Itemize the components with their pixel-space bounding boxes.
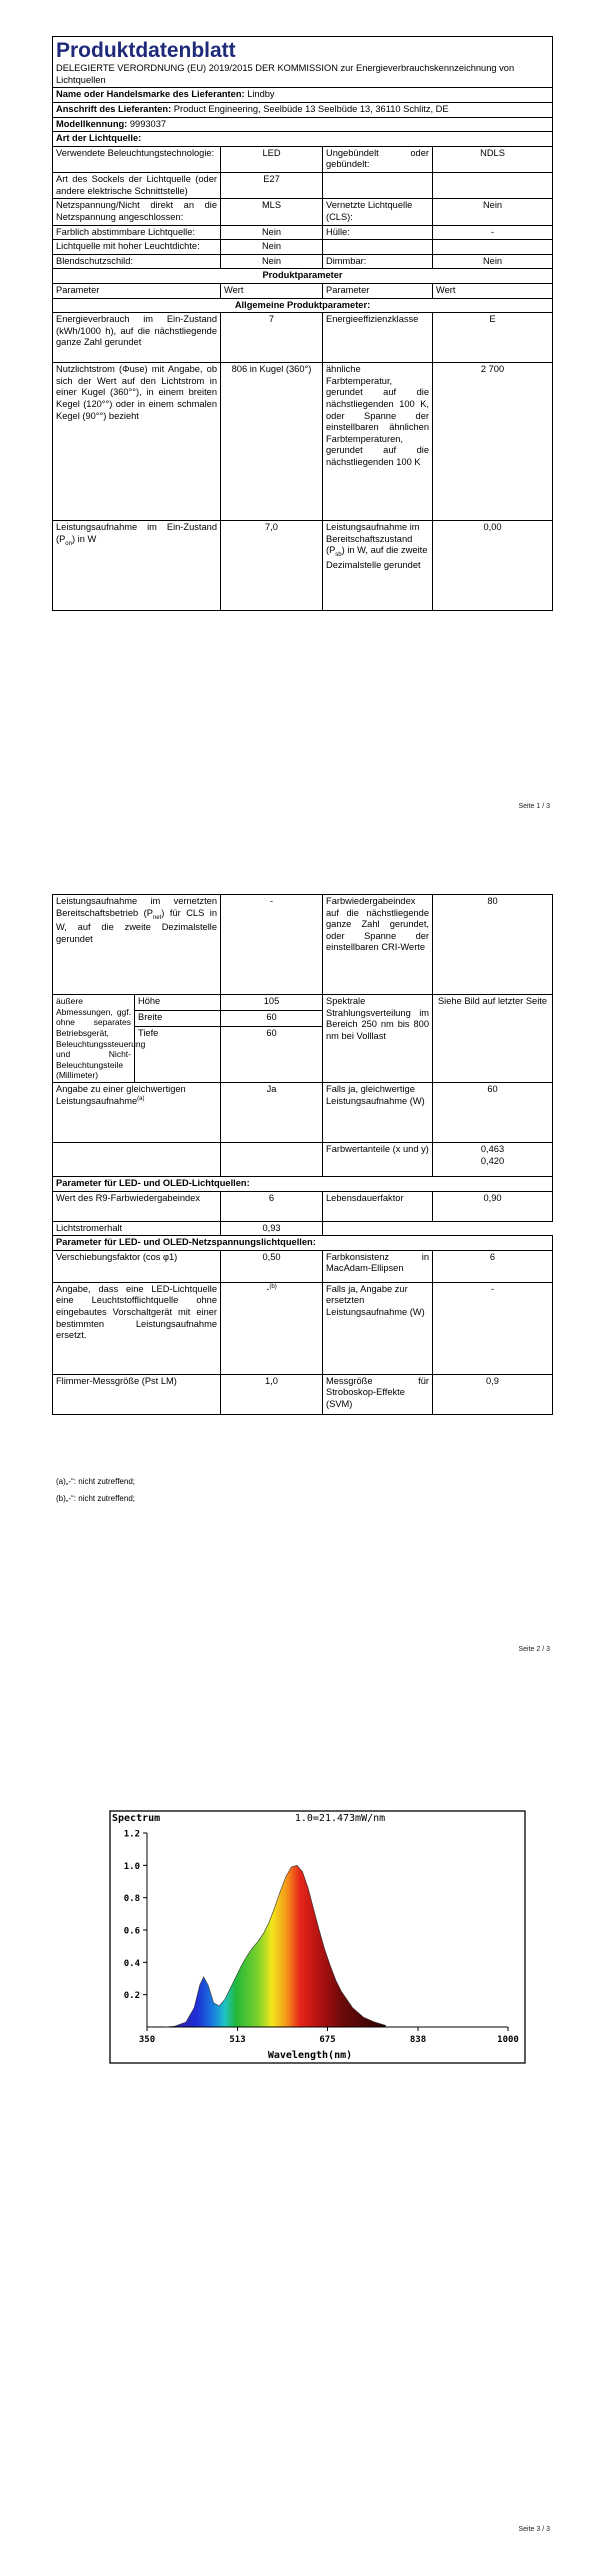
- param-label: Spektrale Strahlungsverteilung im Bereich 250 nm bis 800 nm bei Volllast: [323, 995, 433, 1083]
- param-label: Leistungsaufnahme im Bereitschaftszustand $(P_{sb})$ in W, auf die zweite Dezimalstelle gerundet: [323, 521, 433, 611]
- led-parameters-header: Parameter für LED- und OLED-Lichtquellen:: [53, 1177, 553, 1192]
- param-value: E: [433, 313, 553, 363]
- mains-parameters-header: Parameter für LED- und OLED-Netzspannungslichtquellen:: [53, 1236, 553, 1251]
- param-value: MLS: [221, 199, 323, 225]
- param-label: Blendschutzschild:: [53, 254, 221, 269]
- param-label: Verschiebungsfaktor (cos φ1): [53, 1250, 221, 1282]
- param-label: Energieeffizienzklasse: [323, 313, 433, 363]
- param-label: Angabe zu einer gleichwertigen Leistungsaufnahme$^{(a)}$: [53, 1083, 221, 1143]
- param-value: -: [221, 895, 323, 995]
- param-value: [433, 173, 553, 199]
- param-value: 0,90: [433, 1191, 553, 1221]
- page-title: Produktdatenblatt: [56, 39, 236, 62]
- param-value: 0,50: [221, 1250, 323, 1282]
- param-value: 2 700: [433, 363, 553, 521]
- page-number: Seite 3 / 3: [518, 2526, 550, 2533]
- general-parameters-header: Allgemeine Produktparameter:: [53, 298, 553, 313]
- param-label: Energieverbrauch im Ein-Zustand (kWh/1000 h), auf die nächstliegende ganze Zahl gerundet: [53, 313, 221, 363]
- param-label: Angabe, dass eine LED-Lichtquelle eine Leuchtstofflichtquelle ohne eingebautes Vorschaltgerät mit einer bestimmten Leistungsaufnahme ersetzt.: [53, 1282, 221, 1374]
- param-value: 60: [433, 1083, 553, 1143]
- param-value: 6: [433, 1250, 553, 1282]
- param-value: Nein: [221, 254, 323, 269]
- param-label: Wert des R9-Farbwiedergabeindex: [53, 1191, 221, 1221]
- page-number: Seite 1 / 3: [518, 803, 550, 810]
- dimension-height-label: Höhe: [135, 995, 221, 1011]
- param-value: 1,0: [221, 1374, 323, 1414]
- param-value: 806 in Kugel (360°): [221, 363, 323, 521]
- param-label: [323, 240, 433, 255]
- x-tick-label: 350: [138, 2035, 156, 2045]
- param-value: 0,463 0,420: [433, 1143, 553, 1177]
- datasheet-table-page-1: [52, 36, 553, 611]
- param-value: Nein: [221, 240, 323, 255]
- page-number: Seite 2 / 3: [518, 1646, 550, 1653]
- param-label: ähnliche Farbtemperatur, gerundet auf die nächstliegenden 100 K, oder Spanne der einstellbaren ähnlichen Farbtemperaturen, gerundet auf die nächstliegenden 100 K: [323, 363, 433, 521]
- param-label: Flimmer-Messgröße (Pst LM): [53, 1374, 221, 1414]
- param-label: Falls ja, gleichwertige Leistungsaufnahme (W): [323, 1083, 433, 1143]
- param-label: Lichtstromerhalt: [53, 1221, 221, 1236]
- dimension-depth-label: Tiefe: [135, 1027, 221, 1083]
- page-3: [0, 1700, 603, 2560]
- column-header-parameter: Parameter: [53, 283, 221, 298]
- chart-annotation: 1.0=21.473mW/nm: [294, 1813, 386, 1824]
- param-value: -: [433, 225, 553, 240]
- param-value: 7,0: [221, 521, 323, 611]
- param-value: LED: [221, 146, 323, 172]
- param-label: Lichtquelle mit hoher Leuchtdichte:: [53, 240, 221, 255]
- x-tick-label: 675: [319, 2035, 336, 2045]
- param-label: Art des Sockels der Lichtquelle (oder andere elektrische Schnittstelle): [53, 173, 221, 199]
- address-label: Anschrift des Lieferanten:: [56, 104, 172, 115]
- column-header-value: Wert: [433, 283, 553, 298]
- param-label: Leistungsaufnahme im Ein-Zustand $(P_{on})$ in W: [53, 521, 221, 611]
- param-value: NDLS: [433, 146, 553, 172]
- y-tick-label: 0.6: [123, 1926, 140, 1937]
- param-label: Netzspannung/Nicht direkt an die Netzspannung angeschlossen:: [53, 199, 221, 225]
- dimension-width-value: 60: [221, 1011, 323, 1027]
- footnote-a: (a)„-“: nicht zutreffend;: [56, 1477, 135, 1486]
- datasheet-table-page-2: [52, 894, 553, 1415]
- param-value: 80: [433, 895, 553, 995]
- param-label: Ungebündelt oder gebündelt:: [323, 146, 433, 172]
- param-value: Nein: [433, 254, 553, 269]
- page-1: [0, 0, 603, 820]
- param-value: 7: [221, 313, 323, 363]
- param-value: 0,00: [433, 521, 553, 611]
- dimensions-label: äußere Abmessungen, ggf. ohne separates Betriebsgerät, Beleuchtungssteuerung und Nicht-Beleuchtungsteile (Millimeter): [53, 995, 135, 1083]
- param-label: Farbwiedergabeindex auf die nächstliegende ganze Zahl gerundet, oder Spanne der einstellbaren CRI-Werte: [323, 895, 433, 995]
- column-header-value: Wert: [221, 283, 323, 298]
- param-label: Leistungsaufnahme im vernetzten Bereitschaftsbetrieb $(P_{net})$ für CLS in W, auf die zweite Dezimalstelle gerundet: [53, 895, 221, 995]
- param-value: 0,93: [221, 1221, 323, 1236]
- param-label: Lebensdauerfaktor: [323, 1191, 433, 1221]
- param-label: Nutzlichtstrom (Φuse) mit Angabe, ob sich der Wert auf den Lichtstrom in einer Kugel (360°°), in einem breiten Kegel (120°°) oder in einem schmalen Kegel (90°°) bezieht: [53, 363, 221, 521]
- param-value: Nein: [433, 199, 553, 225]
- x-tick-label: 513: [229, 2035, 246, 2045]
- x-axis-label: Wavelength(nm): [267, 2050, 353, 2061]
- spectrum-chart: [0, 1740, 603, 2070]
- param-value: -$^{(b)}$: [221, 1282, 323, 1374]
- y-tick-label: 0.4: [123, 1958, 140, 1969]
- page-2: [0, 880, 603, 1700]
- param-label: Vernetzte Lichtquelle (CLS):: [323, 199, 433, 225]
- param-value: Nein: [221, 225, 323, 240]
- param-label: Falls ja, Angabe zur ersetzten Leistungsaufnahme (W): [323, 1282, 433, 1374]
- param-label: Farbwertanteile (x und y): [323, 1143, 433, 1177]
- y-tick-label: 0.8: [123, 1894, 140, 1905]
- y-tick-label: 1.0: [123, 1861, 140, 1872]
- y-tick-label: 1.2: [123, 1829, 140, 1840]
- param-label: Verwendete Beleuchtungstechnologie:: [53, 146, 221, 172]
- address-value: Product Engineering, Seelbüde 13 Seelbüde 13, 36110 Schlitz, DE: [173, 104, 449, 115]
- param-value: 6: [221, 1191, 323, 1221]
- param-label: Messgröße für Stroboskop-Effekte (SVM): [323, 1374, 433, 1414]
- param-value: E27: [221, 173, 323, 199]
- param-value: 0,9: [433, 1374, 553, 1414]
- dimension-depth-value: 60: [221, 1027, 323, 1083]
- x-tick-label: 1000: [497, 2035, 519, 2045]
- param-label: Dimmbar:: [323, 254, 433, 269]
- light-source-type-header: Art der Lichtquelle:: [53, 132, 553, 147]
- product-parameters-header: Produktparameter: [53, 269, 553, 284]
- model-value: 9993037: [129, 118, 167, 129]
- column-header-parameter: Parameter: [323, 283, 433, 298]
- y-tick-label: 0.2: [123, 1991, 140, 2002]
- param-value: Siehe Bild auf letzter Seite: [433, 995, 553, 1083]
- param-label: [323, 173, 433, 199]
- dimension-width-label: Breite: [135, 1011, 221, 1027]
- model-label: Modellkennung:: [56, 118, 128, 129]
- dimension-height-value: 105: [221, 995, 323, 1011]
- footnote-b: (b)„-“: nicht zutreffend;: [56, 1494, 135, 1503]
- param-label: Farbkonsistenz in MacAdam-Ellipsen: [323, 1250, 433, 1282]
- param-value: -: [433, 1282, 553, 1374]
- supplier-label: Name oder Handelsmarke des Lieferanten:: [56, 89, 245, 100]
- supplier-value: Lindby: [247, 89, 275, 100]
- param-label: Hülle:: [323, 225, 433, 240]
- param-value: [433, 240, 553, 255]
- x-tick-label: 838: [409, 2035, 427, 2045]
- param-value: Ja: [221, 1083, 323, 1143]
- regulation-text: DELEGIERTE VERORDNUNG (EU) 2019/2015 DER KOMMISSION zur Energieverbrauchskennzeichnung von Lichtquellen: [56, 63, 515, 85]
- chart-title: Spectrum: [112, 1813, 161, 1824]
- param-label: Farblich abstimmbare Lichtquelle:: [53, 225, 221, 240]
